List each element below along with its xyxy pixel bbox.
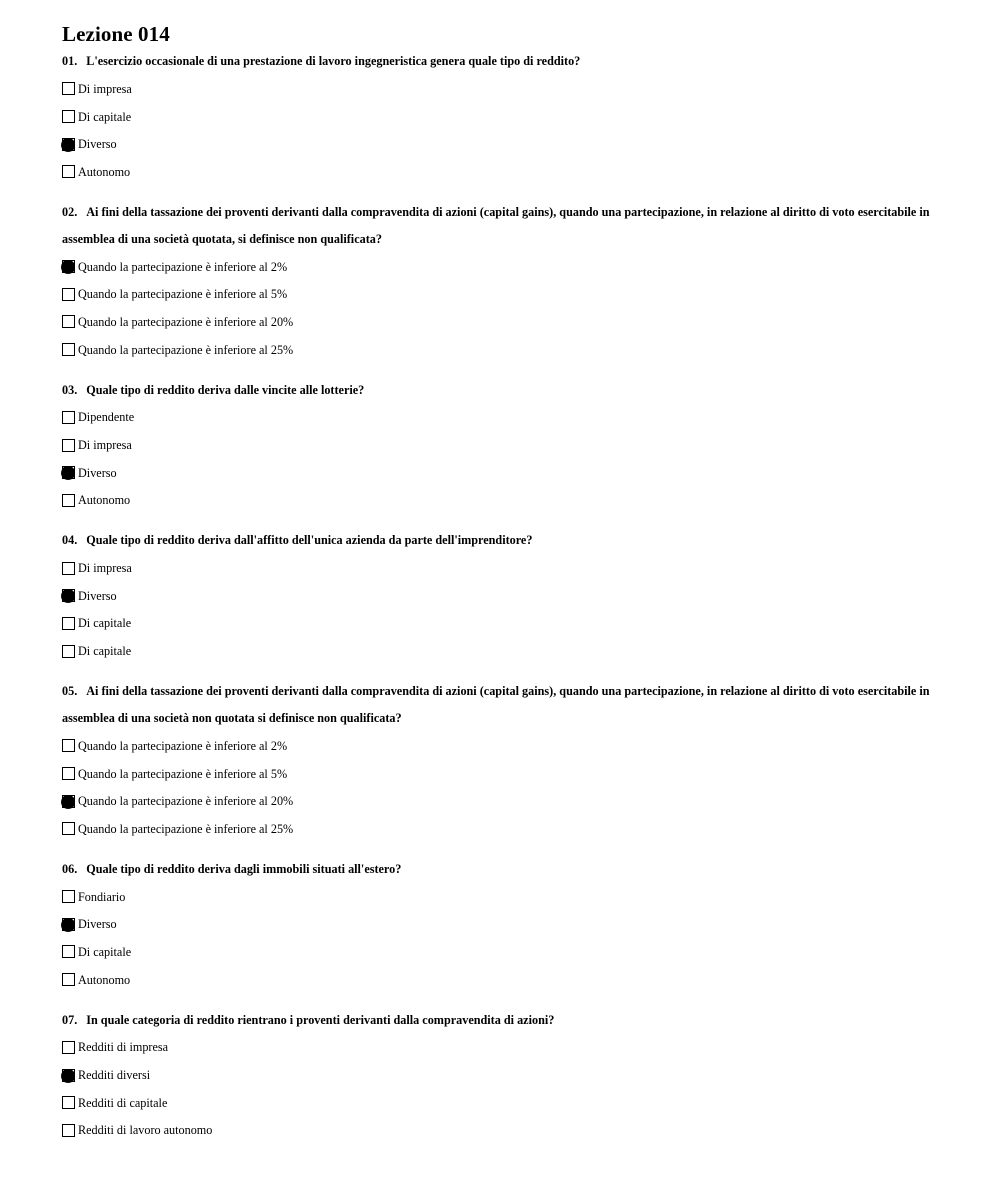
answer-option-label: Diverso: [78, 588, 117, 603]
question-number: 03.: [62, 382, 78, 397]
question-text: [62, 199, 962, 253]
answer-option-label: Quando la partecipazione è inferiore al 5%: [78, 766, 288, 781]
answer-option[interactable]: [62, 1089, 962, 1117]
question-7: [62, 1007, 962, 1145]
checked-checkbox[interactable]: [62, 795, 75, 808]
question-spacer: [62, 364, 962, 377]
answer-option-label: Di impresa: [78, 81, 132, 96]
checkbox[interactable]: [62, 973, 75, 986]
filled-mark-icon: [60, 916, 77, 933]
checked-checkbox[interactable]: [62, 260, 75, 273]
filled-mark-icon: [60, 588, 77, 605]
question-3: [62, 377, 962, 528]
answer-option[interactable]: [62, 815, 962, 843]
answer-option[interactable]: [62, 404, 962, 432]
answer-option-label: Di capitale: [78, 616, 132, 631]
answer-option-label: Fondiario: [78, 889, 126, 904]
question-spacer: [62, 843, 962, 856]
answer-option-label: Diverso: [78, 137, 117, 152]
answer-option[interactable]: [62, 883, 962, 911]
filled-mark-icon: [60, 259, 77, 276]
answer-option[interactable]: [62, 760, 962, 788]
answer-option-label: Quando la partecipazione è inferiore al 2%: [78, 259, 288, 274]
question-prompt: Ai fini della tassazione dei proventi derivanti dalla compravendita di azioni (capital gains), quando una partecipazione, in relazione al diritto di voto esercitabile in assemblea di una società non quotata si definisce non qualificata?: [62, 684, 930, 725]
checked-checkbox[interactable]: [62, 138, 75, 151]
answer-option-label: Di capitale: [78, 944, 132, 959]
answer-option[interactable]: [62, 253, 962, 281]
answer-option[interactable]: [62, 280, 962, 308]
checkbox[interactable]: [62, 411, 75, 424]
checkbox[interactable]: [62, 617, 75, 630]
answer-option[interactable]: [62, 459, 962, 487]
checkbox[interactable]: [62, 645, 75, 658]
answer-option-label: Quando la partecipazione è inferiore al 25%: [78, 342, 294, 357]
question-prompt: In quale categoria di reddito rientrano i proventi derivanti dalla compravendita di azioni?: [86, 1012, 555, 1027]
answer-option[interactable]: [62, 336, 962, 364]
answer-option[interactable]: [62, 487, 962, 515]
answer-option[interactable]: [62, 787, 962, 815]
question-text: [62, 678, 962, 732]
question-prompt: Quale tipo di reddito deriva dagli immobili situati all'estero?: [86, 861, 402, 876]
question-list: [62, 48, 962, 1144]
answer-option[interactable]: [62, 75, 962, 103]
question-spacer: [62, 994, 962, 1007]
filled-mark-icon: [60, 465, 77, 482]
answer-option[interactable]: [62, 938, 962, 966]
question-1: [62, 48, 962, 199]
answer-option-label: Autonomo: [78, 493, 131, 508]
checked-checkbox[interactable]: [62, 589, 75, 602]
checkbox[interactable]: [62, 890, 75, 903]
checkbox[interactable]: [62, 82, 75, 95]
page-title: Lezione 014: [62, 22, 170, 46]
question-number: 02.: [62, 204, 78, 219]
answer-option[interactable]: [62, 1117, 962, 1145]
answer-option-label: Autonomo: [78, 972, 131, 987]
answer-option-label: Quando la partecipazione è inferiore al 20%: [78, 314, 294, 329]
answer-option[interactable]: [62, 308, 962, 336]
question-spacer: [62, 186, 962, 199]
answer-option-label: Di capitale: [78, 109, 132, 124]
answer-option[interactable]: [62, 103, 962, 131]
answer-option[interactable]: [62, 582, 962, 610]
checkbox[interactable]: [62, 315, 75, 328]
answer-option-label: Quando la partecipazione è inferiore al 25%: [78, 821, 294, 836]
answer-option-label: Redditi di lavoro autonomo: [78, 1123, 213, 1138]
answer-option-label: Redditi diversi: [78, 1068, 151, 1083]
answer-option-label: Redditi di impresa: [78, 1040, 169, 1055]
question-prompt: Ai fini della tassazione dei proventi derivanti dalla compravendita di azioni (capital gains), quando una partecipazione, in relazione al diritto di voto esercitabile in assemblea di una società quotata, si definisce non qualificata?: [62, 204, 930, 246]
filled-mark-icon: [60, 1067, 77, 1084]
checkbox[interactable]: [62, 562, 75, 575]
answer-option-label: Quando la partecipazione è inferiore al 5%: [78, 287, 288, 302]
question-5: [62, 678, 962, 856]
checked-checkbox[interactable]: [62, 1069, 75, 1082]
question-4: [62, 527, 962, 678]
answer-option-label: Di impresa: [78, 561, 132, 576]
checkbox[interactable]: [62, 1096, 75, 1109]
answer-option[interactable]: [62, 910, 962, 938]
checkbox[interactable]: [62, 739, 75, 752]
filled-mark-icon: [60, 136, 77, 153]
checkbox[interactable]: [62, 165, 75, 178]
answer-option[interactable]: [62, 610, 962, 638]
question-text: [62, 856, 962, 883]
question-number: 04.: [62, 533, 78, 548]
checkbox[interactable]: [62, 494, 75, 507]
question-number: 05.: [62, 684, 78, 698]
question-prompt: L'esercizio occasionale di una prestazione di lavoro ingegneristica genera quale tipo di reddito?: [86, 54, 581, 68]
checkbox[interactable]: [62, 288, 75, 301]
answer-option-label: Di capitale: [78, 644, 132, 659]
question-text: [62, 377, 962, 404]
answer-option[interactable]: [62, 1034, 962, 1062]
checked-checkbox[interactable]: [62, 918, 75, 931]
question-prompt: Quale tipo di reddito deriva dall'affitto dell'unica azienda da parte dell'imprenditore?: [86, 533, 533, 548]
answer-option[interactable]: [62, 431, 962, 459]
answer-option[interactable]: [62, 130, 962, 158]
answer-option[interactable]: [62, 966, 962, 994]
question-prompt: Quale tipo di reddito deriva dalle vincite alle lotterie?: [86, 382, 365, 397]
answer-option-label: Dipendente: [78, 410, 135, 425]
question-text: [62, 527, 962, 554]
checkbox[interactable]: [62, 1041, 75, 1054]
answer-option[interactable]: [62, 1061, 962, 1089]
quiz-page: [62, 20, 962, 1144]
answer-option-label: Diverso: [78, 917, 117, 932]
checkbox[interactable]: [62, 343, 75, 356]
question-text: [62, 1007, 962, 1034]
checkbox[interactable]: [62, 945, 75, 958]
answer-option-label: Redditi di capitale: [78, 1095, 168, 1110]
answer-option-label: Diverso: [78, 465, 117, 480]
question-text: [62, 48, 962, 75]
checkbox[interactable]: [62, 439, 75, 452]
question-spacer: [62, 665, 962, 678]
answer-option-label: Di impresa: [78, 438, 132, 453]
answer-option-label: Quando la partecipazione è inferiore al 20%: [78, 794, 294, 809]
answer-option[interactable]: [62, 158, 962, 186]
checkbox[interactable]: [62, 767, 75, 780]
checked-checkbox[interactable]: [62, 466, 75, 479]
question-spacer: [62, 514, 962, 527]
checkbox[interactable]: [62, 822, 75, 835]
answer-option-label: Autonomo: [78, 164, 131, 179]
filled-mark-icon: [60, 793, 77, 810]
answer-option-label: Quando la partecipazione è inferiore al 2%: [78, 738, 288, 753]
answer-option[interactable]: [62, 732, 962, 760]
checkbox[interactable]: [62, 1124, 75, 1137]
question-number: 01.: [62, 54, 78, 68]
question-number: 07.: [62, 1012, 78, 1027]
answer-option[interactable]: [62, 637, 962, 665]
checkbox[interactable]: [62, 110, 75, 123]
question-6: [62, 856, 962, 1007]
question-number: 06.: [62, 861, 78, 876]
answer-option[interactable]: [62, 554, 962, 582]
question-2: [62, 199, 962, 377]
